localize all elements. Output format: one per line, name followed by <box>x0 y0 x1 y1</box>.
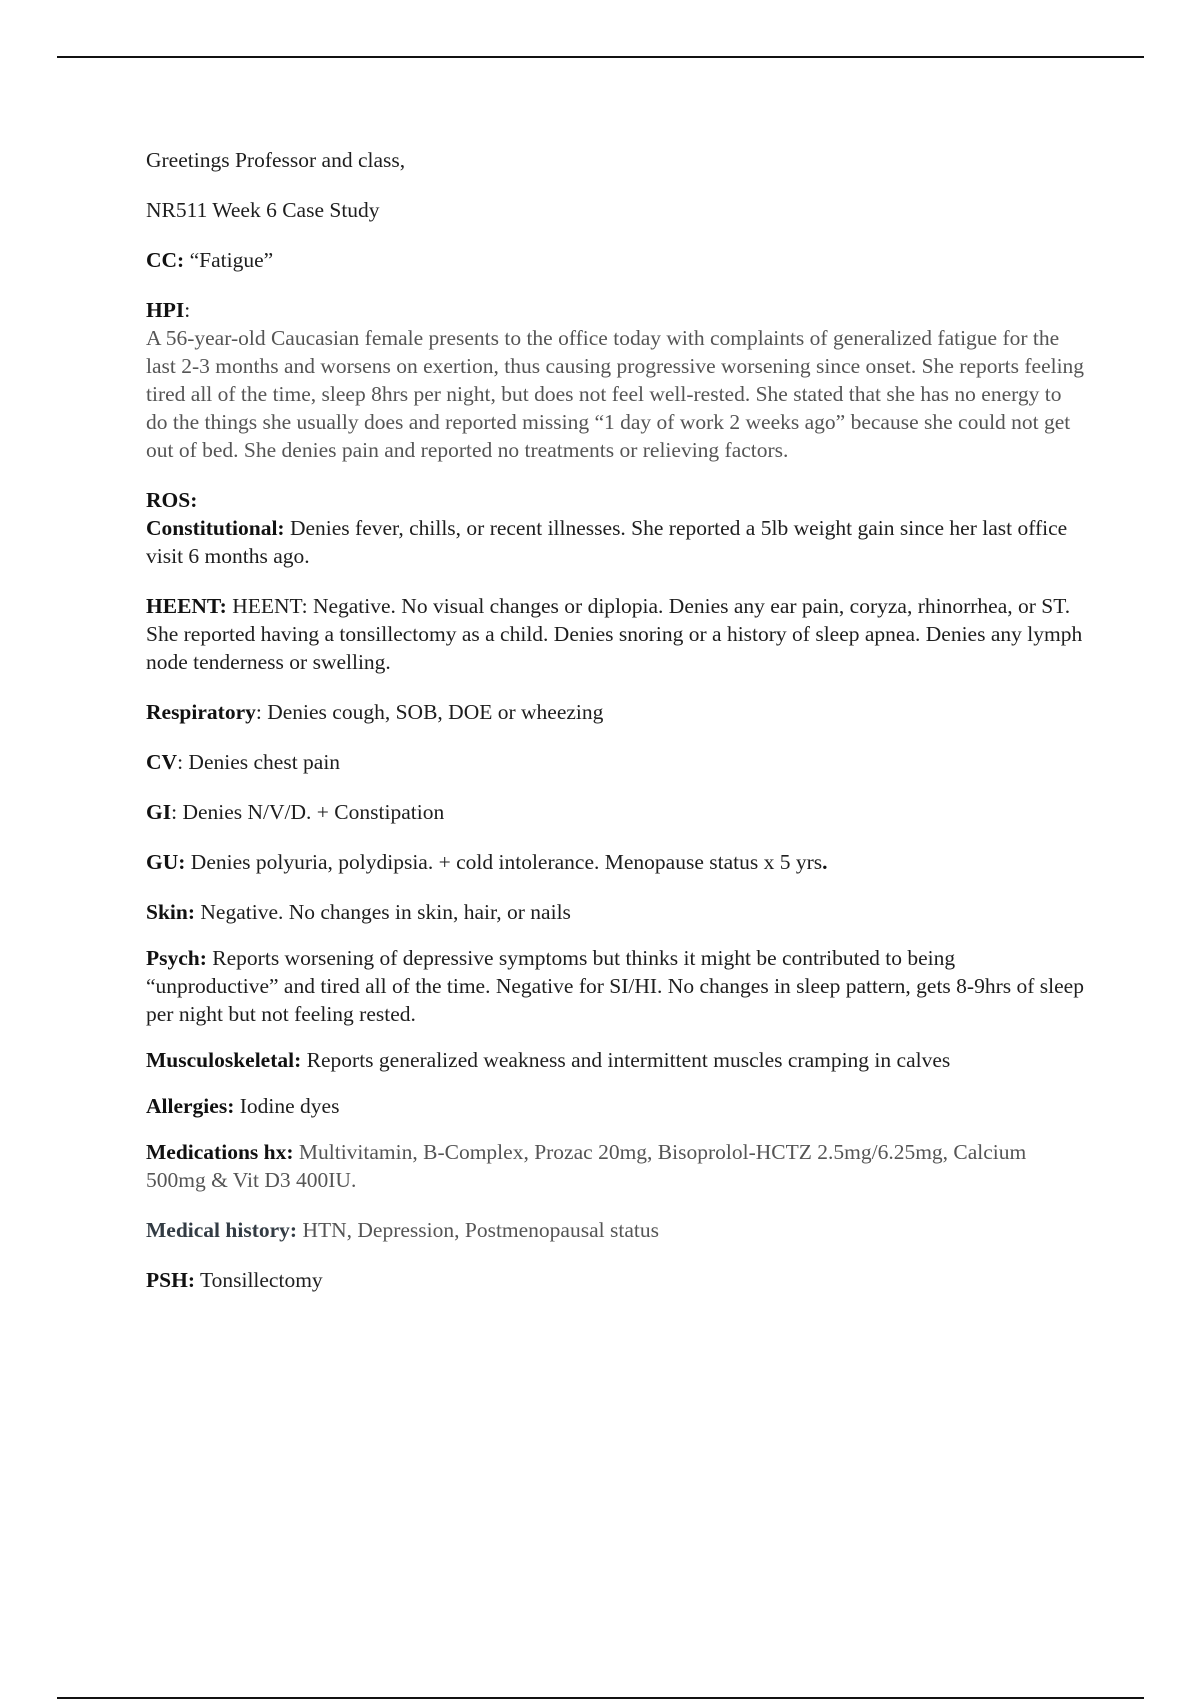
bottom-rule <box>57 1697 1144 1699</box>
gu-end: . <box>822 850 828 874</box>
medical-history <box>146 1216 1086 1244</box>
skin-value: Negative. No changes in skin, hair, or nails <box>195 900 571 924</box>
heent-label: HEENT: <box>146 594 227 618</box>
ros-psych <box>146 944 1086 1028</box>
allergies-label: Allergies: <box>146 1094 235 1118</box>
cv-label: CV <box>146 750 178 774</box>
psych-value: Reports worsening of depressive symptoms but thinks it might be contributed to being “unproductive” and tired all of the time. Negative for SI/HI. No changes in sleep pattern, gets 8-9hrs of sleep per night but not feeling rested. <box>146 946 1084 1026</box>
ros-heent <box>146 592 1086 676</box>
hpi-section <box>146 296 1086 464</box>
respiratory-value: : Denies cough, SOB, DOE or wheezing <box>255 700 604 724</box>
ros-heading <box>146 486 1086 514</box>
ros-section <box>146 486 1086 570</box>
gi-label: GI <box>146 800 172 824</box>
hpi-colon: : <box>184 298 191 322</box>
hpi-heading <box>146 296 1086 324</box>
skin-label: Skin: <box>146 900 196 924</box>
medications-value: Multivitamin, B-Complex, Prozac 20mg, Bisoprolol-HCTZ 2.5mg/6.25mg, Calcium 500mg & Vit D3 400IU. <box>146 1140 1027 1192</box>
psh <box>146 1266 1086 1294</box>
ros-constitutional <box>146 514 1086 570</box>
medical-history-label: Medical history: <box>146 1218 298 1242</box>
psh-value: Tonsillectomy <box>194 1268 323 1292</box>
heent-value: HEENT: Negative. No visual changes or diplopia. Denies any ear pain, coryza, rhinorrhea, or ST. She reported having a tonsillectomy as a child. Denies snoring or a history of sleep apnea. Denies any lymph node tenderness or swelling. <box>146 594 1083 674</box>
psych-label: Psych: <box>146 946 207 970</box>
constitutional-value: Denies fever, chills, or recent illnesses. She reported a 5lb weight gain since her last office visit 6 months ago. <box>146 516 1068 568</box>
constitutional-label: Constitutional: <box>146 516 285 540</box>
chief-complaint <box>146 246 1086 274</box>
psh-label: PSH: <box>146 1268 195 1292</box>
gu-value: Denies polyuria, polydipsia. + cold intolerance. Menopause status x 5 yrs <box>185 850 823 874</box>
cc-value: “Fatigue” <box>184 248 274 272</box>
musculoskeletal-label: Musculoskeletal: <box>146 1048 302 1072</box>
cc-label: CC: <box>146 248 185 272</box>
cv-value: : Denies chest pain <box>177 750 341 774</box>
ros-gu <box>146 848 1086 876</box>
musculoskeletal-value: Reports generalized weakness and intermittent muscles cramping in calves <box>301 1048 951 1072</box>
hpi-text: A 56-year-old Caucasian female presents to the office today with complaints of generalized fatigue for the last 2-3 months and worsens on exertion, thus causing progressive worsening since onset. She reports feeling tired all of the time, sleep 8hrs per night, but does not feel well-rested. She stated that she has no energy to do the things she usually does and reported missing “1 day of work 2 weeks ago” because she could not get out of bed. She denies pain and reported no treatments or relieving factors. <box>146 326 1085 462</box>
hpi-label: HPI <box>146 298 185 322</box>
ros-cv <box>146 748 1086 776</box>
document-body <box>146 146 1086 1294</box>
gu-label: GU: <box>146 850 186 874</box>
ros-label: ROS: <box>146 488 198 512</box>
ros-respiratory <box>146 698 1086 726</box>
ros-gi <box>146 798 1086 826</box>
top-rule <box>57 56 1144 58</box>
allergies <box>146 1092 1086 1120</box>
medications <box>146 1138 1086 1194</box>
allergies-value: Iodine dyes <box>234 1094 340 1118</box>
medical-history-value: HTN, Depression, Postmenopausal status <box>297 1218 659 1242</box>
ros-skin <box>146 898 1086 926</box>
ros-musculoskeletal <box>146 1046 1086 1074</box>
medications-label: Medications hx: <box>146 1140 294 1164</box>
course-title: NR511 Week 6 Case Study <box>146 198 380 222</box>
greeting: Greetings Professor and class, <box>146 148 406 172</box>
gi-value: : Denies N/V/D. + Constipation <box>171 800 445 824</box>
respiratory-label: Respiratory <box>146 700 256 724</box>
